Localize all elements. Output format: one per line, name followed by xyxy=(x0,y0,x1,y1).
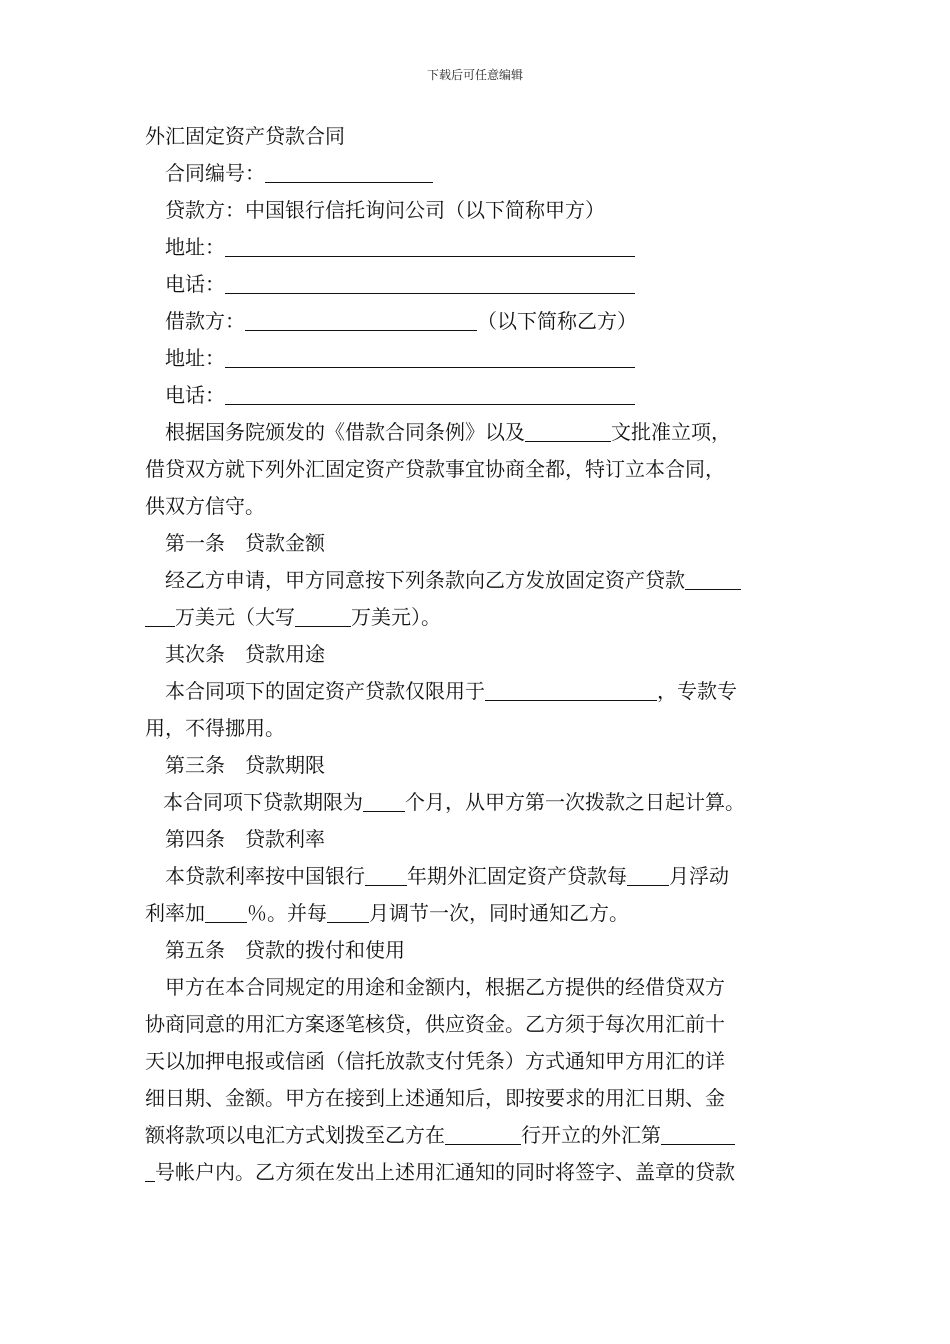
article-5-text-5b: 行开立的外汇第 xyxy=(521,1123,661,1147)
article-5-line-2: 协商同意的用汇方案逐笔核贷，供应资金。乙方须于每次用汇前十 xyxy=(145,1012,725,1036)
intro-text-1a: 根据国务院颁发的《借款合同条例》以及 xyxy=(165,420,525,444)
article-2-text-1b: ，专款专 xyxy=(657,679,737,703)
lender-line xyxy=(145,192,810,229)
lender-label: 贷款方： xyxy=(165,198,245,222)
article-3-line-1 xyxy=(145,784,810,821)
phone-label: 电话： xyxy=(165,383,225,407)
intro-line-1 xyxy=(145,414,810,451)
borrower-name-blank xyxy=(245,308,477,331)
borrower-address-blank xyxy=(225,345,635,368)
page-header-note: 下载后可任意编辑 xyxy=(426,68,523,82)
loan-amount-blank-2 xyxy=(145,604,175,627)
document-title: 外汇固定资产贷款合同 xyxy=(145,124,345,148)
article-5-title: 第五条 贷款的拨付和使用 xyxy=(165,938,405,962)
article-4-line-2 xyxy=(145,895,810,932)
article-1-line-2 xyxy=(145,599,810,636)
article-4-text-1b: 年期外汇固定资产贷款每 xyxy=(407,864,627,888)
article-3-text-1b: 个月，从甲方第一次拨款之日起计算。 xyxy=(405,790,745,814)
borrower-line xyxy=(145,303,810,340)
bank-name-blank xyxy=(445,1122,521,1145)
intro-text-1b: 文批准立项， xyxy=(611,420,731,444)
article-5-text-5a: 额将款项以电汇方式划拨至乙方在 xyxy=(145,1123,445,1147)
article-2-line-1 xyxy=(145,673,810,710)
intro-line-3: 供双方信守。 xyxy=(145,494,265,518)
adjust-months-blank xyxy=(327,900,369,923)
contract-number-blank xyxy=(265,160,433,183)
article-1-text-2a: 万美元（大写 xyxy=(175,605,295,629)
address-label: 地址： xyxy=(165,235,225,259)
rate-years-blank xyxy=(365,863,407,886)
lender-address-blank xyxy=(225,234,635,257)
rate-percent-blank xyxy=(205,900,247,923)
address-label: 地址： xyxy=(165,346,225,370)
loan-term-blank xyxy=(363,789,405,812)
intro-line-2: 借贷双方就下列外汇固定资产贷款事宜协商全都，特订立本合同， xyxy=(145,457,725,481)
article-4-text-1c: 月浮动 xyxy=(669,864,729,888)
borrower-address-line xyxy=(145,340,810,377)
article-4-text-2c: 月调节一次，同时通知乙方。 xyxy=(369,901,629,925)
lender-phone-line xyxy=(145,266,810,303)
borrower-label: 借款方： xyxy=(165,309,245,333)
account-number-blank-1 xyxy=(661,1122,735,1145)
loan-amount-blank-1 xyxy=(685,567,741,590)
article-3-text-1a: 本合同项下贷款期限为 xyxy=(163,790,363,814)
article-3-title: 第三条 贷款期限 xyxy=(165,753,325,777)
borrower-phone-line xyxy=(145,377,810,414)
account-number-blank-2 xyxy=(145,1159,155,1182)
article-2-text-1a: 本合同项下的固定资产贷款仅限用于 xyxy=(165,679,485,703)
article-5-line-4: 细日期、金额。甲方在接到上述通知后，即按要求的用汇日期、金 xyxy=(145,1086,725,1110)
article-5-line-6 xyxy=(145,1154,810,1191)
borrower-suffix: （以下简称乙方） xyxy=(477,309,637,333)
approval-doc-blank xyxy=(525,419,611,442)
lender-name: 中国银行信托询问公司（以下简称甲方） xyxy=(245,198,605,222)
article-4-title: 第四条 贷款利率 xyxy=(165,827,325,851)
article-1-text-1: 经乙方申请，甲方同意按下列条款向乙方发放固定资产贷款 xyxy=(165,568,685,592)
article-4-line-1 xyxy=(145,858,810,895)
phone-label: 电话： xyxy=(165,272,225,296)
loan-amount-words-blank xyxy=(295,604,351,627)
borrower-phone-blank xyxy=(225,382,635,405)
lender-address-line xyxy=(145,229,810,266)
contract-document xyxy=(145,118,810,1191)
article-1-text-2b: 万美元）。 xyxy=(351,605,441,629)
rate-months-blank xyxy=(627,863,669,886)
article-5-text-6: 号帐户内。乙方须在发出上述用汇通知的同时将签字、盖章的贷款 xyxy=(155,1160,735,1184)
article-5-line-5 xyxy=(145,1117,810,1154)
article-1-line-1 xyxy=(145,562,810,599)
article-4-text-2a: 利率加 xyxy=(145,901,205,925)
article-2-line-2: 用，不得挪用。 xyxy=(145,716,285,740)
article-4-text-1a: 本贷款利率按中国银行 xyxy=(165,864,365,888)
article-1-title: 第一条 贷款金额 xyxy=(165,531,325,555)
article-2-title: 其次条 贷款用途 xyxy=(165,642,325,666)
article-4-text-2b: ％。并每 xyxy=(247,901,327,925)
contract-number-line xyxy=(145,155,810,192)
contract-number-label: 合同编号： xyxy=(165,161,265,185)
article-5-line-3: 天以加押电报或信函（信托放款支付凭条）方式通知甲方用汇的详 xyxy=(145,1049,725,1073)
lender-phone-blank xyxy=(225,271,635,294)
article-5-line-1: 甲方在本合同规定的用途和金额内，根据乙方提供的经借贷双方 xyxy=(165,975,725,999)
loan-purpose-blank xyxy=(485,678,657,701)
